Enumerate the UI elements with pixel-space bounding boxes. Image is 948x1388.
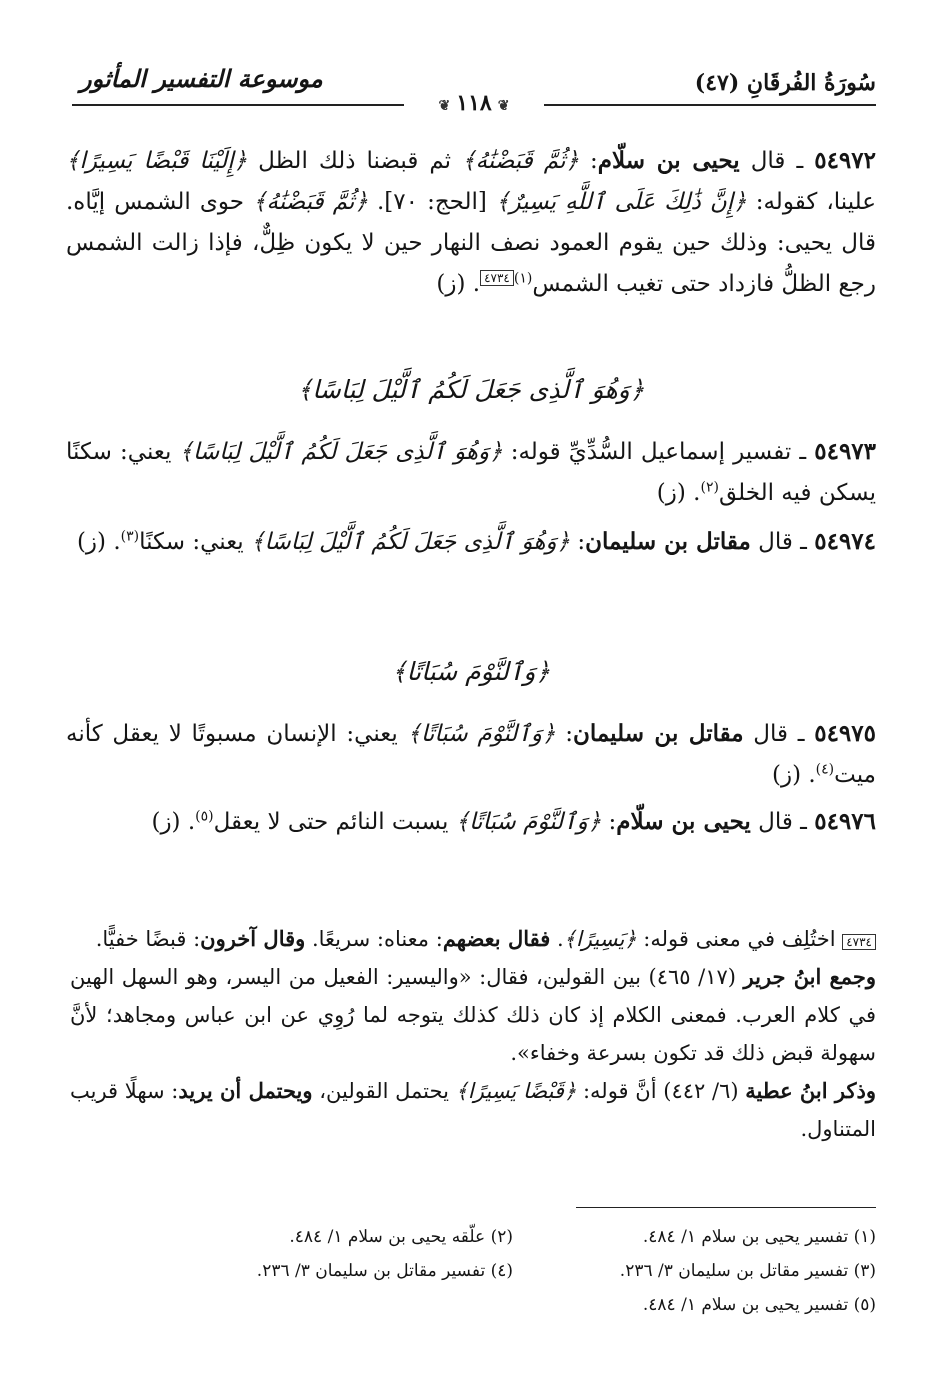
footnotes-column-right xyxy=(473,1220,876,1322)
entry-text: يعني: سكنًا يسكن فيه الخلق xyxy=(66,439,876,506)
commentary-text: : قبضًا خفيًّا. xyxy=(95,927,201,951)
footnote-item: (٥) تفسير يحيى بن سلام ١/ ٤٨٤. xyxy=(642,1295,876,1315)
quran-quote: ﴿يَسِيرًا﴾ xyxy=(563,927,637,951)
footnotes-column-left xyxy=(70,1220,513,1288)
running-header-book-title: موسوعة التفسير المأثور xyxy=(80,64,323,93)
entry-text: حوى الشمس إيَّاه. قال يحيى: وذلك حين يقوم العمود نصف النهار حين لا يكون ظِلٌّ، فإذا زالت الشمس رجع الظلُّ فازداد حتى تغيب الشمس xyxy=(66,189,876,297)
commentary-bold: وقال آخرون xyxy=(200,926,306,951)
entry-speaker: يحيى بن سلّام xyxy=(597,147,740,174)
page-number xyxy=(404,90,544,116)
commentary-reference-box[interactable]: ٤٧٣٤ xyxy=(842,934,876,950)
quran-quote: ﴿وَهُوَ ٱلَّذِى جَعَلَ لَكُمُ ٱلَّيْلَ لِبَاسًا﴾ xyxy=(179,439,503,465)
entry-text: ـ تفسير xyxy=(724,439,815,465)
entry-54974 xyxy=(66,521,876,611)
footnote-marker[interactable]: (٤) xyxy=(815,761,835,778)
entry-number: ٥٤٩٧٤ xyxy=(814,528,876,555)
footnote-item: (٤) تفسير مقاتل بن سليمان ٣/ ٢٣٦. xyxy=(256,1261,513,1281)
entry-source-mark: . (ز) xyxy=(76,529,121,555)
entry-number: ٥٤٩٧٥ xyxy=(814,720,876,747)
commentary-bold: ويحتمل أن يريد xyxy=(178,1078,313,1103)
entry-text: يعني: الإنسان مسبوتًا لا يعقل كأنه ميت xyxy=(66,721,876,788)
entry-number: ٥٤٩٧٢ xyxy=(814,147,876,174)
entry-text: يعني: سكنًا xyxy=(139,529,252,555)
footnote-marker[interactable]: (٥) xyxy=(195,808,214,825)
commentary-reference-box[interactable]: ٤٧٣٤ xyxy=(480,270,514,286)
entry-speaker: يحيى بن سلّام xyxy=(616,808,751,835)
quran-quote: ﴿ثُمَّ قَبَضْنَٰهُ﴾ xyxy=(462,148,579,174)
quran-quote: ﴿وَٱلنَّوْمَ سُبَاتًا﴾ xyxy=(407,721,556,747)
entry-text: : xyxy=(570,529,586,555)
entry-speaker: مقاتل بن سليمان xyxy=(585,528,751,555)
entry-text: ـ قال xyxy=(750,529,815,555)
commentary-bold: وجمع ابنُ جرير xyxy=(743,964,876,989)
entry-source-mark: . (ز) xyxy=(436,271,481,297)
quran-quote: ﴿إِلَيْنَا قَبْضًا يَسِيرًا﴾ xyxy=(66,148,248,174)
entry-text: : xyxy=(578,148,598,174)
entry-text: إسماعيل السُّدِّيِّ قوله: xyxy=(502,439,725,465)
commentary-bold: فقال بعضهم xyxy=(442,926,551,951)
page-number-value: ١١٨ xyxy=(456,90,492,116)
commentary-text: : سهلًا قريب المتناول. xyxy=(70,1079,876,1141)
commentary-paragraph xyxy=(70,1072,876,1148)
entry-text: : xyxy=(555,721,573,747)
running-header-surah: سُورَةُ الفُرقَانِ (٤٧) xyxy=(694,70,876,96)
footnote-item: (٣) تفسير مقاتل بن سليمان ٣/ ٢٣٦. xyxy=(619,1261,876,1281)
verse-heading: ﴿وَٱلنَّوْمَ سُبَاتًا﴾ xyxy=(391,657,551,686)
footnote-item: (١) تفسير يحيى بن سلام ١/ ٤٨٤. xyxy=(642,1227,876,1247)
commentary-text: : معناه: سريعًا. xyxy=(305,927,443,951)
footnote-marker[interactable]: (٢) xyxy=(700,479,719,496)
footnote-marker[interactable]: (٣) xyxy=(120,528,140,545)
commentary-bold: وذكر ابنُ عطية xyxy=(745,1078,877,1103)
commentary-text: يحتمل القولين، xyxy=(312,1079,456,1103)
entry-speaker: مقاتل بن سليمان xyxy=(572,720,744,747)
verse-heading: ﴿وَهُوَ ٱلَّذِى جَعَلَ لَكُمُ ٱلَّيْلَ لِبَاسًا﴾ xyxy=(297,375,645,404)
entry-source-mark: . (ز) xyxy=(656,480,701,506)
entry-text: ثم قبضنا ذلك الظل xyxy=(247,148,463,174)
entry-54973 xyxy=(66,431,876,521)
entry-text: علينا، كقوله: xyxy=(746,189,877,215)
quran-quote: ﴿ثُمَّ قَبَضْنَٰهُ﴾ xyxy=(253,189,368,215)
entry-text: ـ قال xyxy=(739,148,815,174)
footnote-rule xyxy=(576,1207,876,1208)
ornament-icon: ❦ xyxy=(438,98,451,114)
entry-text: ـ قال xyxy=(750,809,815,835)
entry-number: ٥٤٩٧٣ xyxy=(814,438,877,465)
quran-citation: [الحج: ٧٠]. xyxy=(367,189,496,215)
entry-text: : xyxy=(601,809,617,835)
commentary-text: اختُلِف في معنى قوله: xyxy=(636,927,843,951)
footnote-item: (٢) علّقه يحيى بن سلام ١/ ٤٨٤. xyxy=(289,1227,513,1247)
quran-quote: ﴿إِنَّ ذَٰلِكَ عَلَى ٱللَّهِ يَسِيرٌ﴾ xyxy=(495,189,747,215)
main-text xyxy=(66,140,876,843)
entry-54975 xyxy=(66,713,876,801)
ornament-icon: ❦ xyxy=(497,98,510,114)
quran-quote: ﴿قَبْضًا يَسِيرًا﴾ xyxy=(455,1079,577,1103)
commentary-paragraph xyxy=(70,920,876,958)
entry-54976 xyxy=(66,801,876,843)
commentary-section xyxy=(70,920,876,1148)
entry-54972 xyxy=(66,140,876,324)
footnote-marker[interactable]: (١) xyxy=(513,270,533,287)
commentary-text: (٦/ ٤٤٢) أنَّ قوله: xyxy=(576,1079,746,1103)
quran-quote: ﴿وَٱلنَّوْمَ سُبَاتًا﴾ xyxy=(455,809,602,835)
quran-quote: ﴿وَهُوَ ٱلَّذِى جَعَلَ لَكُمُ ٱلَّيْلَ لِبَاسًا﴾ xyxy=(251,529,571,555)
entry-source-mark: . (ز) xyxy=(771,762,816,788)
entry-source-mark: . (ز) xyxy=(151,809,196,835)
commentary-text: (١٧/ ٤٦٥) بين القولين، فقال: «واليسير: الفعيل من اليسر، وهو السهل الهين في كلام العرب. فمعنى الكلام إذ كان ذلك كذلك يتوجه لما رُوِي عن ابن عباس ومجاهد؛ لأنَّ سهولة قبض ذلك قد تكون بسرعة وخفاء». xyxy=(70,965,876,1065)
commentary-text: . xyxy=(550,927,564,951)
entry-text: ـ قال xyxy=(743,721,815,747)
commentary-paragraph xyxy=(70,958,876,1072)
entry-text: يسبت النائم حتى لا يعقل xyxy=(213,809,456,835)
entry-number: ٥٤٩٧٦ xyxy=(814,808,876,835)
